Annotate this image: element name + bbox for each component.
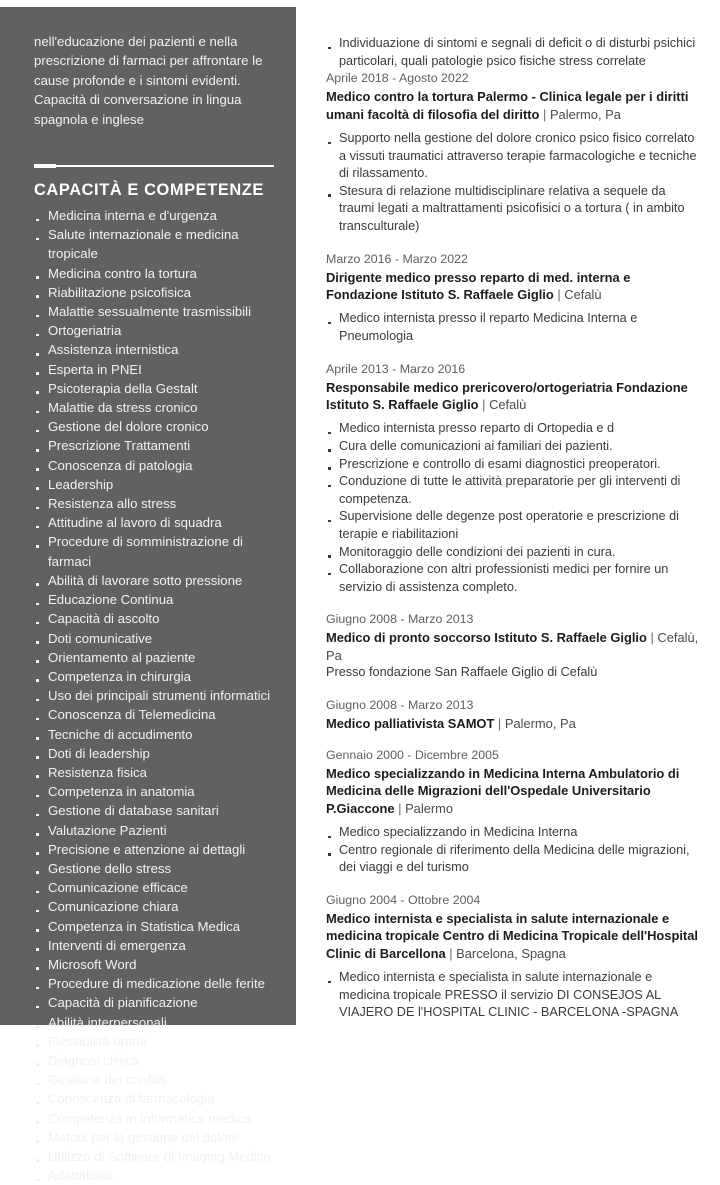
experience-entry <box>326 70 700 235</box>
duties-list <box>326 420 700 596</box>
skill-item: Metodi per la gestione del dolore <box>34 1128 274 1147</box>
entry-title <box>326 629 700 664</box>
duty-item: Medico internista presso il reparto Medicina Interna e Pneumologia <box>326 310 700 345</box>
duties-list <box>326 130 700 236</box>
experience-entry <box>326 697 700 732</box>
skill-item: Leadership <box>34 475 274 494</box>
skill-item: Prescrizione Trattamenti <box>34 436 274 455</box>
skill-item: Orientamento al paziente <box>34 648 274 667</box>
skill-item: Attitudine al lavoro di squadra <box>34 513 274 532</box>
skill-item: Microsoft Word <box>34 955 274 974</box>
skill-item: Abilità interpersonali <box>34 1013 274 1032</box>
skill-item: Competenza in chirurgia <box>34 667 274 686</box>
skill-item: Adattabilità <box>34 1166 274 1185</box>
duty-item: Supporto nella gestione del dolore cronico psico fisico correlato a vissuti traumatici attraverso terapie farmacologiche e tecniche di rilassamento. <box>326 130 700 183</box>
skill-item: Psicoterapia della Gestalt <box>34 379 274 398</box>
duty-item: Individuazione di sintomi e segnali di deficit o di disturbi psichici particolari, quali patologie psico fisiche stress correlate <box>326 35 700 70</box>
skill-item: Flessibilità oraria <box>34 1032 274 1051</box>
entry-title <box>326 765 700 817</box>
skill-item: Comunicazione chiara <box>34 897 274 916</box>
skill-item: Gestione dello stress <box>34 859 274 878</box>
entry-separator: | <box>478 396 490 412</box>
section-divider <box>34 163 274 169</box>
skill-item: Capacità di ascolto <box>34 609 274 628</box>
skill-item: Interventi di emergenza <box>34 936 274 955</box>
duty-item: Monitoraggio delle condizioni dei pazienti in cura. <box>326 544 700 562</box>
duties-list <box>326 969 700 1022</box>
entry-title <box>326 269 700 304</box>
experience-entry <box>326 747 700 877</box>
entry-title <box>326 910 700 962</box>
duty-item: Prescrizione e controllo di esami diagnostici preoperatori. <box>326 456 700 474</box>
skill-item: Utilizzo di Software di Imaging Medico <box>34 1147 274 1166</box>
divider-thin-line <box>34 165 274 167</box>
sidebar-intro-text: nell'educazione dei pazienti e nella prescrizione di farmaci per affrontare le cause profonde e i sintomi evidenti. Capacità di conversazione in lingua spagnola e inglese <box>34 34 263 127</box>
duties-list <box>326 310 700 345</box>
entry-role: Medico palliativista SAMOT <box>326 715 495 731</box>
skill-item: Competenza in Statistica Medica <box>34 917 274 936</box>
skill-item: Comunicazione efficace <box>34 878 274 897</box>
skill-item: Salute internazionale e medicina tropicale <box>34 225 274 263</box>
skill-item: Tecniche di accudimento <box>34 725 274 744</box>
entry-role: Medico di pronto soccorso Istituto S. Raffaele Giglio <box>326 630 647 646</box>
entry-location: Cefalù <box>564 286 602 302</box>
skill-item: Procedure di somministrazione di farmaci <box>34 532 274 570</box>
entry-date: Giugno 2008 - Marzo 2013 <box>326 612 474 627</box>
skill-item: Competenza in informatica medica <box>34 1109 274 1128</box>
skill-item: Precisione e attenzione ai dettagli <box>34 840 274 859</box>
skill-item: Conoscenza di patologia <box>34 456 274 475</box>
entry-title <box>326 715 700 732</box>
duty-item: Cura delle comunicazioni ai familiari dei pazienti. <box>326 438 700 456</box>
skill-item: Assistenza internistica <box>34 340 274 359</box>
entry-separator: | <box>539 106 550 122</box>
skill-item: Diagnosi clinica <box>34 1051 274 1070</box>
entry-title <box>326 88 700 123</box>
entry-date: Aprile 2018 - Agosto 2022 <box>326 71 469 86</box>
skill-item: Gestione dei conflitti <box>34 1070 274 1089</box>
skill-item: Malattie da stress cronico <box>34 398 274 417</box>
duty-item: Stesura di relazione multidisciplinare relativa a sequele da traumi legati a maltrattamenti psicofisici o a tortura ( in ambito transculturale) <box>326 183 700 236</box>
duty-item: Centro regionale di riferimento della Medicina delle migrazioni, dei viaggi e del turismo <box>326 842 700 877</box>
experience-entries <box>326 70 700 1022</box>
skill-item: Conoscenza di farmacologia <box>34 1089 274 1108</box>
entry-location: Barcelona, Spagna <box>456 945 566 961</box>
skill-item: Ortogeriatria <box>34 321 274 340</box>
entry-date: Aprile 2013 - Marzo 2016 <box>326 361 466 376</box>
skill-item: Esperta in PNEI <box>34 360 274 379</box>
duty-item: Medico internista e specialista in salute internazionale e medicina tropicale PRESSO il servizio DI CONSEJOS AL VIAJERO DE l'HOSPITAL CLINIC - BARCELONA -SPAGNA <box>326 969 700 1022</box>
skill-item: Competenza in anatomia <box>34 782 274 801</box>
entry-location: Palermo, Pa <box>504 715 576 731</box>
entry-separator: | <box>494 715 505 731</box>
skill-item: Medicina interna e d'urgenza <box>34 206 274 225</box>
continued-bullets-list <box>326 35 700 70</box>
duties-list <box>326 824 700 877</box>
duty-item: Collaborazione con altri professionisti medici per fornire un servizio di assistenza completo. <box>326 561 700 596</box>
entry-location: Cefalù, Pa <box>326 630 699 663</box>
entry-date: Marzo 2016 - Marzo 2022 <box>326 251 468 266</box>
skill-item: Resistenza allo stress <box>34 494 274 513</box>
skill-item: Riabilitazione psicofisica <box>34 283 274 302</box>
skill-item: Educazione Continua <box>34 590 274 609</box>
duty-item: Supervisione delle degenze post operatorie e prescrizione di terapie e riabilitazioni <box>326 508 700 543</box>
entry-separator: | <box>646 630 658 646</box>
skill-item: Valutazione Pazienti <box>34 821 274 840</box>
divider-thick-accent <box>34 164 56 169</box>
entry-role: Medico contro la tortura Palermo - Clinica legale per i diritti umani facoltà di filosofia del diritto <box>326 89 689 122</box>
entry-location: Palermo, Pa <box>549 106 621 122</box>
experience-entry <box>326 611 700 681</box>
skill-item: Malattie sessualmente trasmissibili <box>34 302 274 321</box>
entry-title <box>326 379 700 414</box>
entry-separator: | <box>553 286 565 302</box>
entry-role: Medico specializzando in Medicina Interna Ambulatorio di Medicina delle Migrazioni dell'Ospedale Universitario P.Giaccone <box>326 765 680 816</box>
duty-item: Conduzione di tutte le attività preparatorie per gli interventi di competenza. <box>326 473 700 508</box>
section-title-skills: CAPACITÀ E COMPETENZE <box>34 181 264 200</box>
entry-note: Presso fondazione San Raffaele Giglio di Cefalù <box>326 665 598 680</box>
skill-item: Resistenza fisica <box>34 763 274 782</box>
experience-entry <box>326 892 700 1022</box>
duty-item: Medico specializzando in Medicina Interna <box>326 824 700 842</box>
skill-item: Conoscenza di Telemedicina <box>34 705 274 724</box>
skill-item: Gestione del dolore cronico <box>34 417 274 436</box>
entry-separator: | <box>394 800 406 816</box>
experience-entry <box>326 361 700 597</box>
skill-item: Doti di leadership <box>34 744 274 763</box>
experience-entry <box>326 251 700 346</box>
entry-date: Giugno 2004 - Ottobre 2004 <box>326 892 481 907</box>
skill-item: Capacità di pianificazione <box>34 993 274 1012</box>
entry-date: Gennaio 2000 - Dicembre 2005 <box>326 747 499 762</box>
skills-list <box>34 206 274 1185</box>
entry-role: Medico internista e specialista in salute internazionale e medicina tropicale Centro di Medicina Tropicale dell'Hospital Clinic di Barcellona <box>326 910 698 961</box>
skill-item: Doti comunicative <box>34 629 274 648</box>
skill-item: Medicina contro la tortura <box>34 264 274 283</box>
entry-separator: | <box>445 945 457 961</box>
entry-location: Cefalù <box>489 396 527 412</box>
entry-date: Giugno 2008 - Marzo 2013 <box>326 697 474 712</box>
sidebar <box>0 7 296 1184</box>
skill-item: Procedure di medicazione delle ferite <box>34 974 274 993</box>
skill-item: Gestione di database sanitari <box>34 801 274 820</box>
entry-role: Responsabile medico prericovero/ortogeriatria Fondazione Istituto S. Raffaele Giglio <box>326 379 688 412</box>
experience-column <box>326 28 700 1037</box>
skill-item: Uso dei principali strumenti informatici <box>34 686 274 705</box>
entry-location: Palermo <box>405 800 454 816</box>
skill-item: Abilità di lavorare sotto pressione <box>34 571 274 590</box>
duty-item: Medico internista presso reparto di Ortopedia e d <box>326 420 700 438</box>
entry-role: Dirigente medico presso reparto di med. interna e Fondazione Istituto S. Raffaele Giglio <box>326 269 631 302</box>
